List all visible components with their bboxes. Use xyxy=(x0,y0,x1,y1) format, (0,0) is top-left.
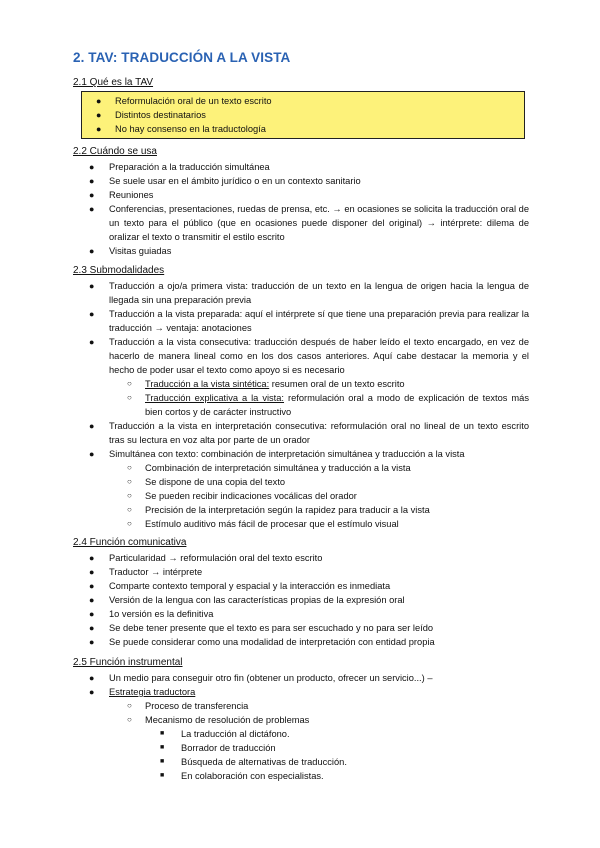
list-item: ○ Mecanismo de resolución de problemas xyxy=(127,715,310,725)
list-item: ● Preparación a la traducción simultánea xyxy=(89,162,270,172)
list-item: ○ Combinación de interpretación simultánea y traducción a la vista xyxy=(127,463,411,473)
bullet-icon: ● xyxy=(89,246,95,256)
square-bullet-icon: ■ xyxy=(160,758,165,765)
list-item: ○ Se dispone de una copia del texto xyxy=(127,477,286,487)
bullet-icon: ● xyxy=(89,687,95,697)
list-item: ● Simultánea con texto: combinación de interpretación simultánea y traducción a la vista xyxy=(89,449,465,459)
section-heading: 2.4 Función comunicativa xyxy=(73,537,187,548)
circle-bullet-icon: ○ xyxy=(127,491,132,500)
circle-bullet-icon: ○ xyxy=(127,463,132,472)
list-item: ○ Estímulo auditivo más fácil de procesar que el estímulo visual xyxy=(127,519,399,529)
square-bullet-icon: ■ xyxy=(160,772,165,779)
list-item: ● Se suele usar en el ámbito jurídico o en un contexto sanitario xyxy=(89,176,361,186)
list-item: ○ Precisión de la interpretación según la rapidez para traducir a la vista xyxy=(127,505,430,515)
square-bullet-icon: ■ xyxy=(160,730,165,737)
bullet-icon: ● xyxy=(89,337,95,347)
section-heading: 2.3 Submodalidades xyxy=(73,265,165,276)
list-item: ■ En colaboración con especialistas. xyxy=(160,771,324,781)
bullet-list xyxy=(73,160,529,258)
circle-bullet-icon: ○ xyxy=(127,505,132,514)
section-submodalidades xyxy=(73,264,529,531)
circle-bullet-icon: ○ xyxy=(127,379,132,388)
list-item: ● Reuniones xyxy=(89,190,154,200)
list-item: ○ Traducción a la vista sintética: resumen oral de un texto escrito xyxy=(127,379,405,389)
list-item: ○ Se pueden recibir indicaciones vocálicas del orador xyxy=(127,491,357,501)
bullet-icon: ● xyxy=(89,673,95,683)
list-item: ● Reformulación oral de un texto escrito xyxy=(96,96,272,106)
bullet-icon: ● xyxy=(89,581,95,591)
square-bullet-icon: ■ xyxy=(160,744,165,751)
list-item: ● Traducción a ojo/a primera vista: traducción de un texto en la lengua de origen hacia la lengua de llegada sin una preparación previa xyxy=(89,281,529,305)
bullet-list xyxy=(73,279,529,531)
list-item: ■ La traducción al dictáfono. xyxy=(160,729,290,739)
bullet-list xyxy=(73,671,529,783)
list-item: ■ Borrador de traducción xyxy=(160,743,276,753)
bullet-icon: ● xyxy=(89,176,95,186)
list-item: ● Traducción a la vista consecutiva: traducción después de haber leído el texto encargado, en vez de hacerlo de manera lineal como en los dos casos anteriores. Aquí cabe destacar la memoria y el hecho de poder usar el texto como apoyo si es necesario xyxy=(89,337,529,375)
section-heading: 2.2 Cuándo se usa xyxy=(73,146,157,157)
list-item: ● Estrategia traductora xyxy=(89,687,196,697)
list-item: ● Particularidad → reformulación oral del texto escrito xyxy=(89,553,323,563)
list-item: ● Traductor → intérprete xyxy=(89,567,203,577)
list-item: ● Traducción a la vista preparada: aquí el intérprete sí que tiene una preparación previa para realizar la traducción → ventaja: anotaciones xyxy=(89,309,529,333)
bullet-icon: ● xyxy=(96,124,102,134)
circle-bullet-icon: ○ xyxy=(127,715,132,724)
bullet-icon: ● xyxy=(89,421,95,431)
list-item: ● Versión de la lengua con las características propias de la expresión oral xyxy=(89,595,405,605)
section-heading: 2.1 Qué es la TAV xyxy=(73,77,154,88)
bullet-icon: ● xyxy=(89,553,95,563)
list-item: ● Se debe tener presente que el texto es para ser escuchado y no para ser leído xyxy=(89,623,434,633)
bullet-icon: ● xyxy=(89,609,95,619)
bullet-icon: ● xyxy=(89,623,95,633)
bullet-icon: ● xyxy=(89,204,95,214)
bullet-icon: ● xyxy=(96,110,102,120)
list-item: ● Distintos destinatarios xyxy=(96,110,206,120)
list-item: ● 1o versión es la definitiva xyxy=(89,609,214,619)
section-funcion-instrumental xyxy=(73,656,529,783)
bullet-icon: ● xyxy=(89,281,95,291)
circle-bullet-icon: ○ xyxy=(127,519,132,528)
list-item: ● No hay consenso en la traductología xyxy=(96,124,266,134)
section-funcion-comunicativa xyxy=(73,536,529,649)
bullet-icon: ● xyxy=(89,162,95,172)
circle-bullet-icon: ○ xyxy=(127,393,132,402)
bullet-list xyxy=(82,94,524,136)
page-title: 2. TAV: TRADUCCIÓN A LA VISTA xyxy=(73,50,291,65)
bullet-icon: ● xyxy=(89,309,95,319)
bullet-icon: ● xyxy=(89,595,95,605)
bullet-list xyxy=(73,551,529,649)
bullet-icon: ● xyxy=(89,190,95,200)
bullet-icon: ● xyxy=(96,96,102,106)
list-item: ● Conferencias, presentaciones, ruedas de prensa, etc. → en ocasiones se solicita la traducción oral de un texto para el público (que en ocasiones puede disponer del original) → intérprete: dilema de oralizar el texto o transmitir el estilo escrito xyxy=(89,204,529,242)
list-item: ○ Proceso de transferencia xyxy=(127,701,249,711)
list-item: ■ Búsqueda de alternativas de traducción. xyxy=(160,757,347,767)
circle-bullet-icon: ○ xyxy=(127,477,132,486)
highlight-box xyxy=(81,91,525,139)
section-que-es xyxy=(73,76,529,139)
circle-bullet-icon: ○ xyxy=(127,701,132,710)
list-item: ○ Traducción explicativa a la vista: reformulación oral a modo de explicación de textos más bien cortos y de carácter instructivo xyxy=(127,393,529,417)
bullet-icon: ● xyxy=(89,567,95,577)
bullet-icon: ● xyxy=(89,449,95,459)
list-item: ● Visitas guiadas xyxy=(89,246,172,256)
list-item: ● Un medio para conseguir otro fin (obtener un producto, ofrecer un servicio...) – xyxy=(89,673,433,683)
section-cuando-se-usa xyxy=(73,145,529,258)
list-item: ● Se puede considerar como una modalidad de interpretación con entidad propia xyxy=(89,637,435,647)
section-heading: 2.5 Función instrumental xyxy=(73,657,183,668)
bullet-icon: ● xyxy=(89,637,95,647)
list-item: ● Comparte contexto temporal y espacial y la interacción es inmediata xyxy=(89,581,391,591)
list-item: ● Traducción a la vista en interpretación consecutiva: reformulación oral no lineal de un texto escrito tras su lectura en voz alta por parte de un orador xyxy=(89,421,529,445)
